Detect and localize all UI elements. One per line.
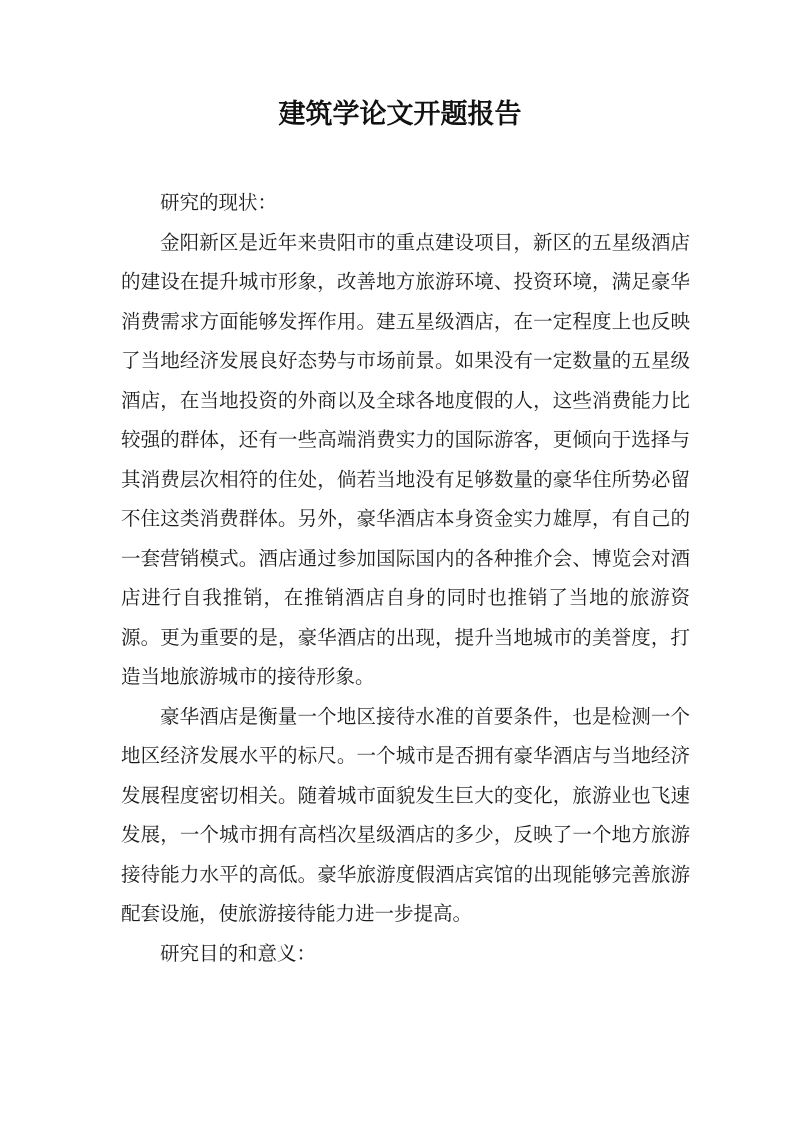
paragraph-luxury-hotel: 豪华酒店是衡量一个地区接待水准的首要条件，也是检测一个地区经济发展水平的标尺。一个城市是否拥有豪华酒店与当地经济发展程度密切相关。随着城市面貌发生巨大的变化，旅游业也飞速发展，一个城市拥有高档次星级酒店的多少，反映了一个地方旅游接待能力水平的高低。豪华旅游度假酒店宾馆的出现能够完善旅游配套设施，使旅游接待能力进一步提高。 (121, 704, 690, 925)
document-body (121, 183, 690, 973)
heading-research-status: 研究的现状： (160, 191, 278, 214)
paragraph-jinyang-district: 金阳新区是近年来贵阳市的重点建设项目，新区的五星级酒店的建设在提升城市形象，改善地方旅游环境、投资环境，满足豪华消费需求方面能够发挥作用。建五星级酒店，在一定程度上也反映了当地经济发展良好态势与市场前景。如果没有一定数量的五星级酒店，在当地投资的外商以及全球各地度假的人，这些消费能力比较强的群体，还有一些高端消费实力的国际游客，更倾向于选择与其消费层次相符的住处，倘若当地没有足够数量的豪华住所势必留不住这类消费群体。另外，豪华酒店本身资金实力雄厚，有自己的一套营销模式。酒店通过参加国际国内的各种推介会、博览会对酒店进行自我推销，在推销酒店自身的同时也推销了当地的旅游资源。更为重要的是，豪华酒店的出现，提升当地城市的美誉度，打造当地旅游城市的接待形象。 (121, 230, 690, 688)
heading-research-purpose: 研究目的和意义： (160, 941, 317, 965)
document-title: 建筑学论文开题报告 (278, 99, 522, 130)
